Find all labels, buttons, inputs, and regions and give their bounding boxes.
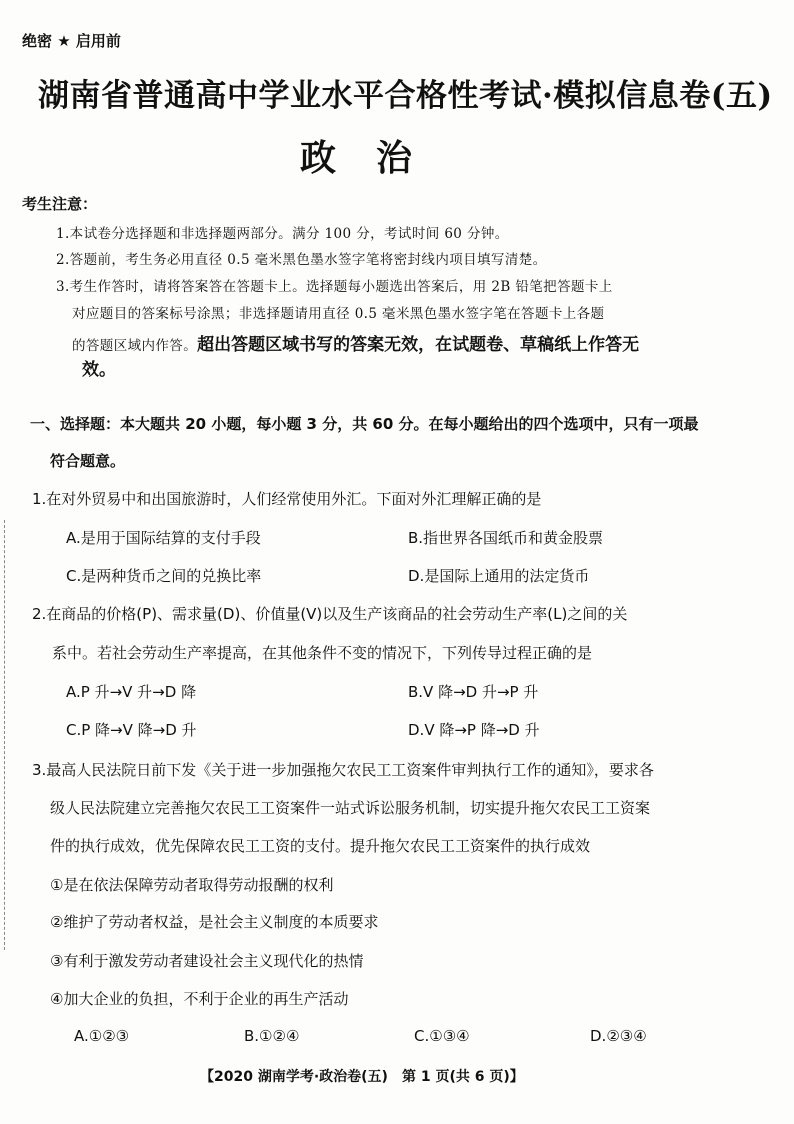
question-1-option-a: A.是用于国际结算的支付手段 xyxy=(66,529,261,547)
question-3-option-b: B.①②④ xyxy=(244,1027,300,1045)
notice-item-3-emphasis-end: 效。 xyxy=(82,360,116,380)
exam-title: 湖南省普通高中学业水平合格性考试·模拟信息卷(五) xyxy=(38,78,773,114)
question-3-option-d: D.②③④ xyxy=(590,1027,647,1045)
question-3-statement-4: ④加大企业的负担，不利于企业的再生产活动 xyxy=(50,990,349,1008)
notice-item-3-line-4 xyxy=(82,355,116,380)
notice-heading: 考生注意： xyxy=(22,195,98,213)
notice-item-3-plain: 的答题区域内作答。 xyxy=(72,338,198,354)
question-1-option-d: D.是国际上通用的法定货币 xyxy=(408,567,590,585)
question-1-stem: 1.在对外贸易中和出国旅游时，人们经常使用外汇。下面对外汇理解正确的是 xyxy=(32,490,542,508)
question-2-stem-line-1: 2.在商品的价格(P)、需求量(D)、价值量(V)以及生产该商品的社会劳动生产率(L)之间的关 xyxy=(32,605,628,623)
notice-item-3-line-1: 3.考生作答时，请将答案答在答题卡上。选择题每小题选出答案后，用 2B 铅笔把答题卡上 xyxy=(56,279,613,295)
notice-item-3-emphasis: 超出答题区域书写的答案无效，在试题卷、草稿纸上作答无 xyxy=(197,335,640,355)
question-3-stem-line-3: 件的执行成效，优先保障农民工工资的支付。提升拖欠农民工工资案件的执行成效 xyxy=(50,837,591,855)
section-heading-line-2: 符合题意。 xyxy=(50,452,126,470)
binding-edge-marks xyxy=(4,520,11,950)
question-3-option-c: C.①③④ xyxy=(414,1027,470,1045)
subject-title: 政治 xyxy=(300,137,453,179)
question-3-option-a: A.①②③ xyxy=(74,1027,130,1045)
question-3-stem-line-2: 级人民法院建立完善拖欠农民工工资案件一站式诉讼服务机制，切实提升拖欠农民工工资案 xyxy=(50,799,651,817)
question-3-statement-1: ①是在依法保障劳动者取得劳动报酬的权利 xyxy=(50,876,334,894)
question-1-option-b: B.指世界各国纸币和黄金股票 xyxy=(408,529,604,547)
question-3-stem-line-1: 3.最高人民法院日前下发《关于进一步加强拖欠农民工工资案件审判执行工作的通知》，要求各 xyxy=(32,761,654,779)
notice-item-2: 2.答题前，考生务必用直径 0.5 毫米黑色墨水签字笔将密封线内项目填写清楚。 xyxy=(56,252,547,268)
question-2-stem-line-2: 系中。若社会劳动生产率提高，在其他条件不变的情况下，下列传导过程正确的是 xyxy=(52,644,593,662)
notice-item-3-line-2: 对应题目的答案标号涂黑；非选择题请用直径 0.5 毫米黑色墨水签字笔在答题卡上各题 xyxy=(72,306,605,322)
question-2-option-b: B.V 降→D 升→P 升 xyxy=(408,683,539,701)
confidential-label: 绝密 ★ 启用前 xyxy=(22,32,121,50)
question-2-option-c: C.P 降→V 降→D 升 xyxy=(66,721,197,739)
question-1-option-c: C.是两种货币之间的兑换比率 xyxy=(66,567,262,585)
notice-item-1: 1.本试卷分选择题和非选择题两部分。满分 100 分，考试时间 60 分钟。 xyxy=(56,226,509,242)
page-footer: 【2020 湖南学考·政治卷(五) 第 1 页(共 6 页)】 xyxy=(200,1069,524,1085)
question-3-statement-2: ②维护了劳动者权益，是社会主义制度的本质要求 xyxy=(50,913,379,931)
question-3-statement-3: ③有利于激发劳动者建设社会主义现代化的热情 xyxy=(50,952,364,970)
section-heading-line-1: 一、选择题：本大题共 20 小题，每小题 3 分，共 60 分。在每小题给出的四个选项中，只有一项最 xyxy=(30,415,699,433)
question-2-option-a: A.P 升→V 升→D 降 xyxy=(66,683,197,701)
question-2-option-d: D.V 降→P 降→D 升 xyxy=(408,721,540,739)
notice-item-3-line-3 xyxy=(72,330,639,355)
